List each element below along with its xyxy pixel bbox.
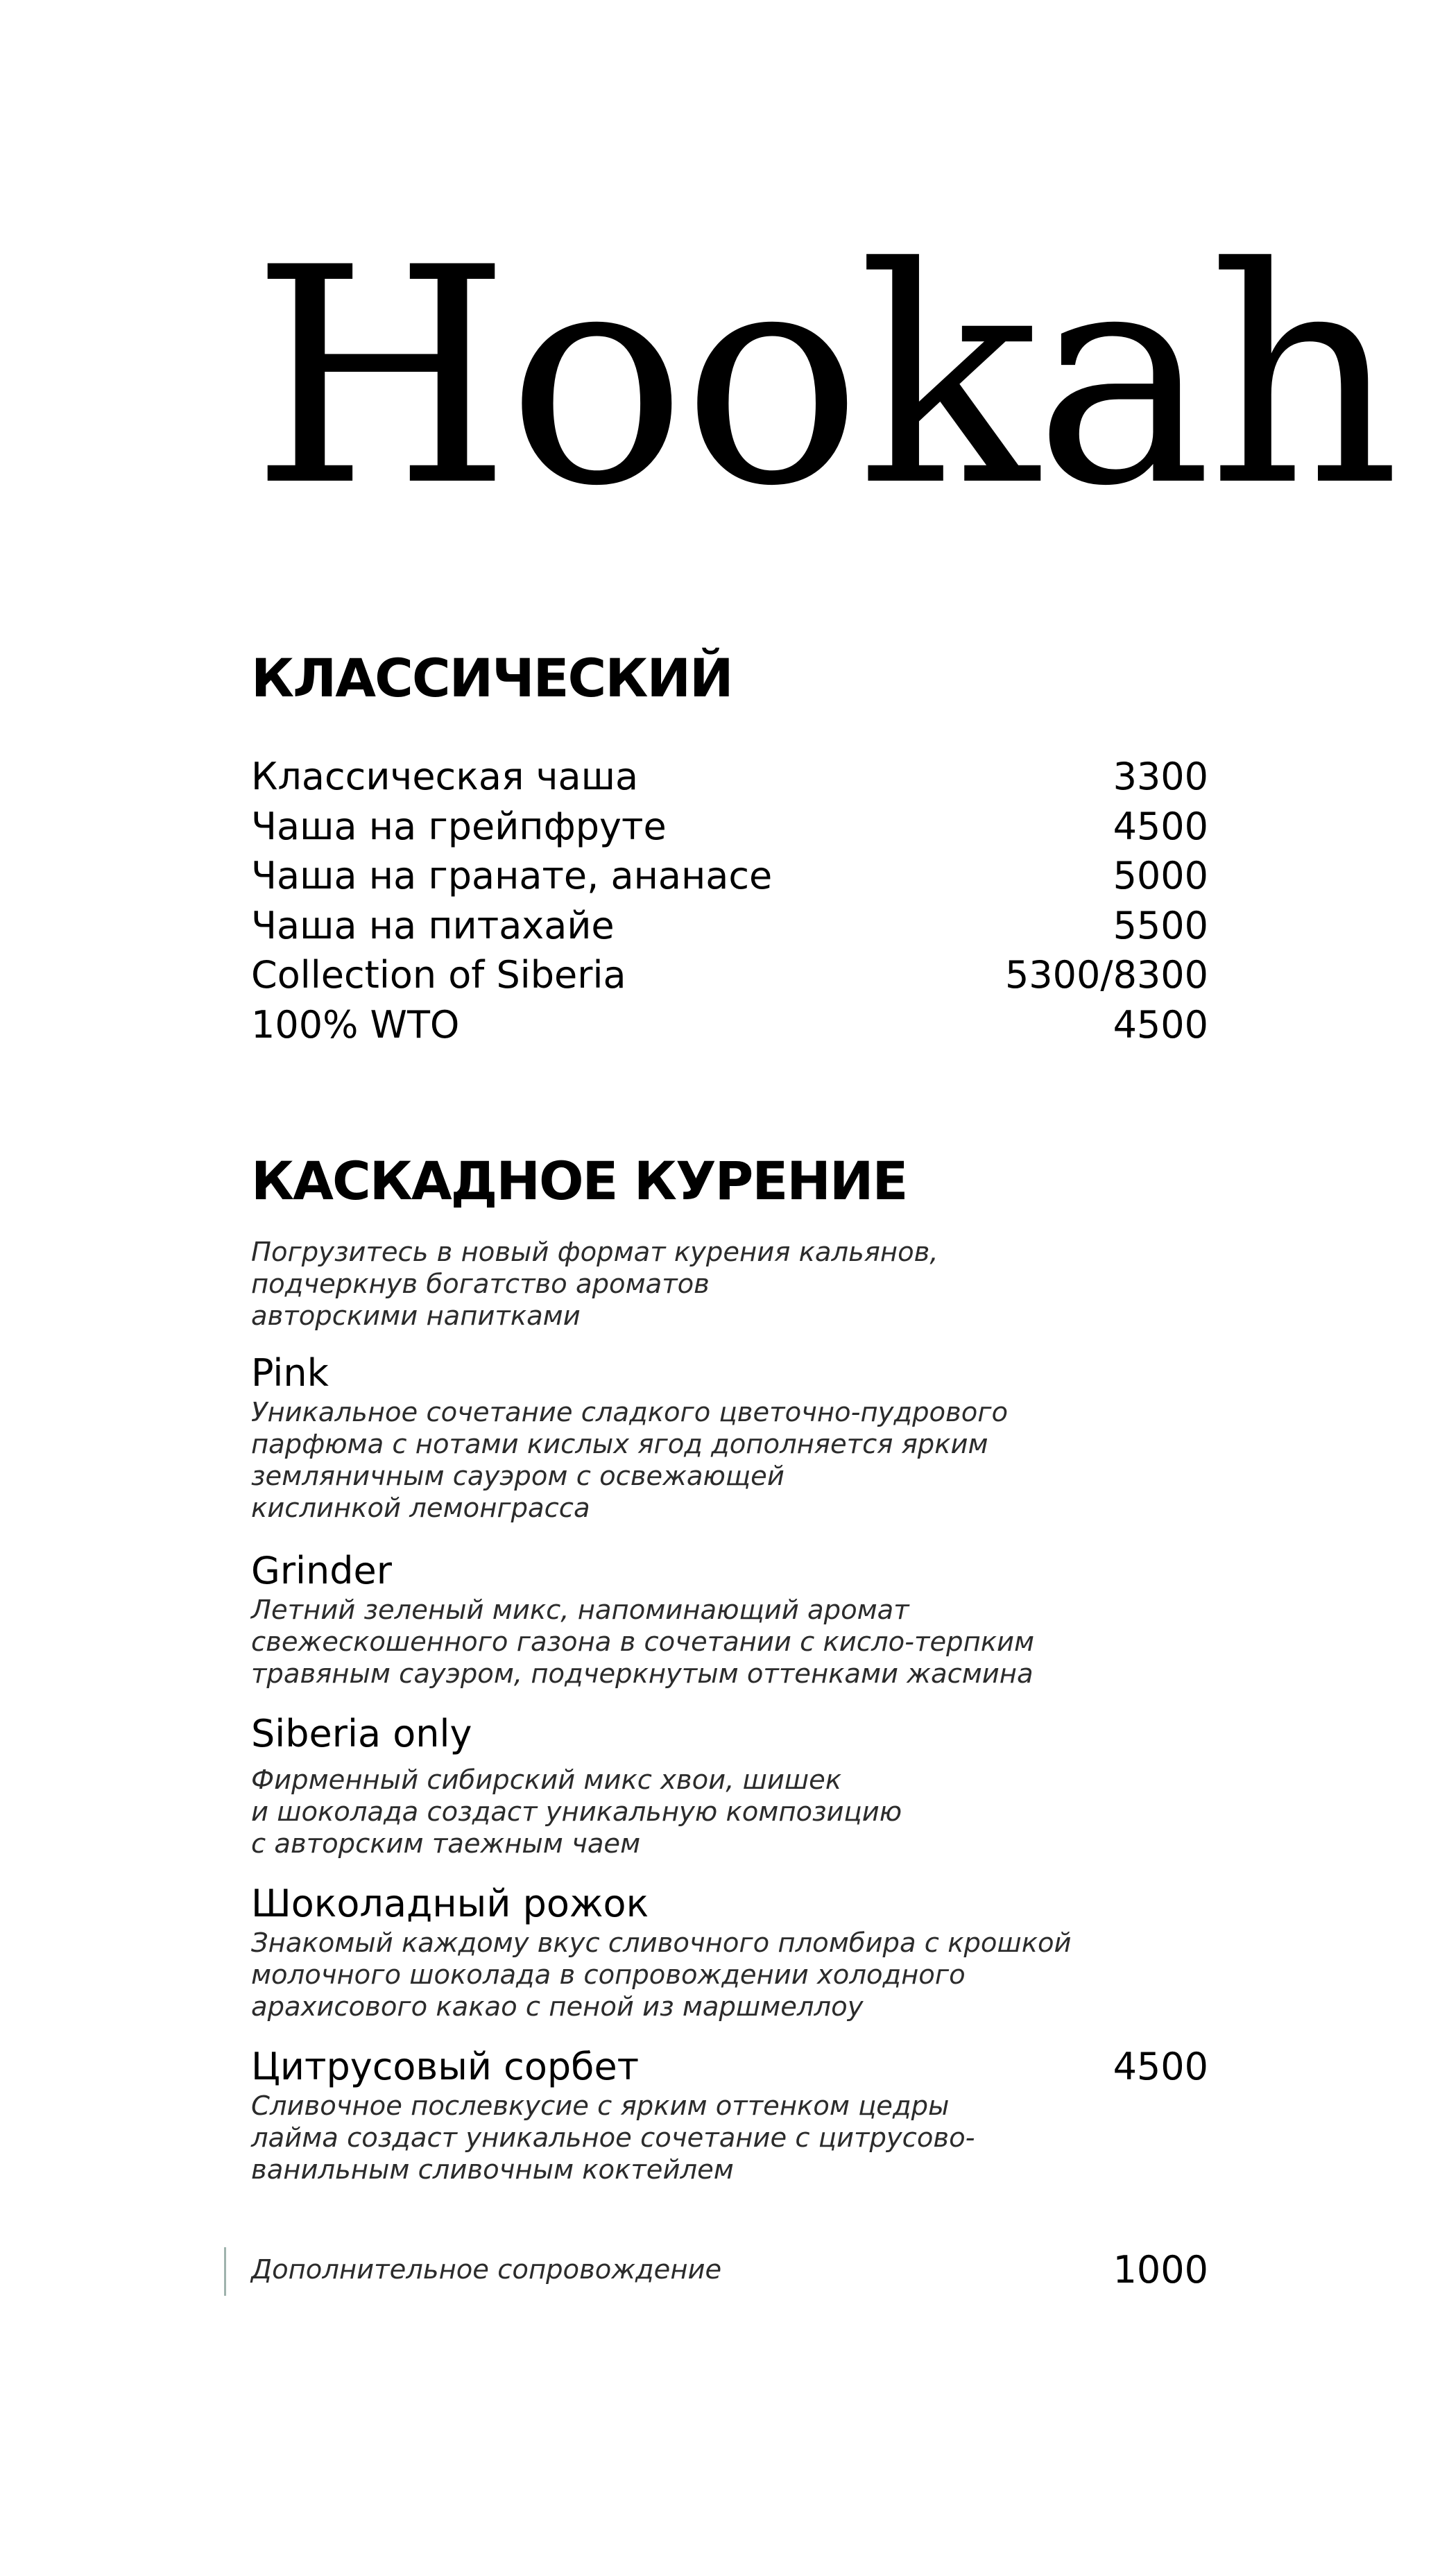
cascade-item-description — [251, 1397, 1208, 1525]
cascade-item-name: Pink — [251, 1351, 329, 1395]
description-line: Знакомый каждому вкус сливочного пломбира с крошкой — [251, 1927, 1072, 1959]
cascade-item — [251, 1713, 1208, 1860]
menu-item — [251, 851, 1208, 901]
description-line: кислинкой лемонграсса — [251, 1493, 590, 1524]
cascade-item-header — [251, 2046, 1208, 2088]
menu-item-price: 4500 — [1113, 1002, 1208, 1047]
description-line: молочного шоколада в сопровождении холодного — [251, 1959, 966, 1991]
cascade-item-name: Цитрусовый сорбет — [251, 2045, 640, 2088]
menu-item — [251, 752, 1208, 802]
cascade-item-header — [251, 1353, 1208, 1394]
menu-item-price: 3300 — [1113, 755, 1208, 798]
description-line: и шоколада создаст уникальную композицию — [251, 1796, 902, 1828]
menu-item — [251, 1000, 1208, 1050]
intro-line: Погрузитесь в новый формат курения кальянов, — [251, 1237, 938, 1268]
cascade-item-name: Шоколадный рожок — [251, 1882, 649, 1925]
menu-item-name: Чаша на питахайе — [251, 903, 615, 947]
menu-item — [251, 950, 1208, 1000]
description-line: ванильным сливочным коктейлем — [251, 2154, 734, 2186]
cascade-item-description — [251, 1764, 1208, 1860]
cascade-item — [251, 1550, 1208, 1690]
menu-item-name: 100% WTO — [251, 1002, 460, 1047]
description-line: парфюма с нотами кислых ягод дополняется ярким — [251, 1429, 988, 1460]
description-line: Летний зеленый микс, напоминающий аромат — [251, 1595, 909, 1626]
menu-item-name: Чаша на гранате, ананасе — [251, 854, 773, 898]
menu-item — [251, 802, 1208, 852]
menu-item-name: Классическая чаша — [251, 755, 639, 798]
menu-item-name: Чаша на грейпфруте — [251, 804, 667, 848]
extra-accompaniment-label: Дополнительное сопровождение — [251, 2254, 722, 2285]
description-line: Фирменный сибирский микс хвои, шишек — [251, 1764, 842, 1796]
cascade-item-header — [251, 1883, 1208, 1925]
cascade-item-name: Siberia only — [251, 1712, 472, 1755]
description-line: Уникальное сочетание сладкого цветочно-пудрового — [251, 1397, 1009, 1428]
menu-item-price: 5000 — [1113, 854, 1208, 898]
description-line: лайма создаст уникальное сочетание с цитрусово- — [251, 2122, 975, 2154]
description-line: Сливочное послевкусие с ярким оттенком цедры — [251, 2090, 950, 2122]
description-line: свежескошенного газона в сочетании с кисло-терпким — [251, 1626, 1035, 1658]
cascade-item-name: Grinder — [251, 1549, 392, 1592]
cascade-item-price: 4500 — [1113, 2045, 1208, 2088]
extra-accompaniment-row — [251, 2247, 1208, 2293]
classic-section — [251, 647, 1208, 1049]
description-line: арахисового какао с пеной из маршмеллоу — [251, 1991, 864, 2023]
cascade-item-description — [251, 1927, 1208, 2023]
page-title: Hookah — [251, 205, 1396, 551]
cascade-item-description — [251, 1595, 1208, 1690]
extra-accompaniment-price: 1000 — [1113, 2248, 1208, 2292]
cascade-section — [251, 1150, 1208, 2186]
cascade-item — [251, 2046, 1208, 2186]
intro-line: авторскими напитками — [251, 1300, 581, 1332]
cascade-item — [251, 1353, 1208, 1525]
cascade-item-header — [251, 1550, 1208, 1592]
cascade-item — [251, 1883, 1208, 2023]
description-line: земляничным сауэром с освежающей — [251, 1461, 784, 1492]
description-line: травяным сауэром, подчеркнутым оттенками жасмина — [251, 1658, 1034, 1690]
intro-line: подчеркнув богатство ароматов — [251, 1269, 710, 1300]
menu-item-price: 4500 — [1113, 804, 1208, 848]
menu-item-price: 5300/8300 — [1004, 953, 1208, 997]
cascade-heading: КАСКАДНОЕ КУРЕНИЕ — [251, 1150, 907, 1212]
classic-heading: КЛАССИЧЕСКИЙ — [251, 647, 732, 709]
menu-item — [251, 901, 1208, 951]
cascade-item-header — [251, 1713, 1208, 1755]
classic-price-list — [251, 752, 1208, 1049]
cascade-item-description — [251, 2090, 1208, 2186]
accent-divider — [224, 2247, 226, 2296]
menu-item-name: Collection of Siberia — [251, 953, 626, 997]
menu-item-price: 5500 — [1113, 903, 1208, 947]
description-line: с авторским таежным чаем — [251, 1828, 641, 1860]
cascade-intro — [251, 1237, 1208, 1332]
